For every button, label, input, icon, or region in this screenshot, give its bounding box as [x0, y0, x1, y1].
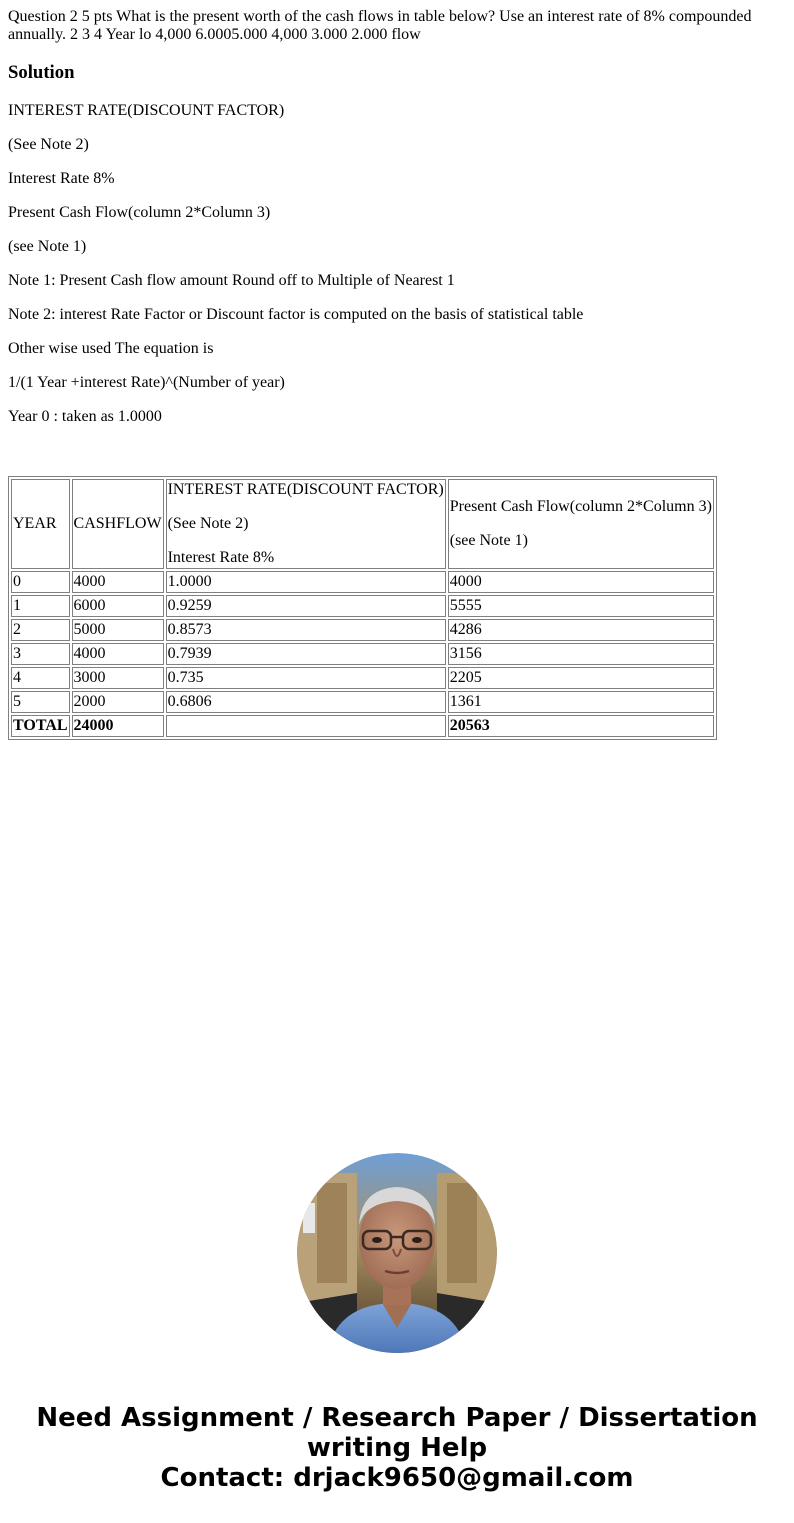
table-header-row: [11, 479, 714, 569]
cell-cashflow: 4000: [72, 643, 164, 665]
cell-factor: 0.735: [166, 667, 446, 689]
cell-year: 1: [11, 595, 70, 617]
table-row: [11, 619, 714, 641]
cell-cashflow: 5000: [72, 619, 164, 641]
present-worth-table: [8, 476, 717, 740]
table-row: [11, 691, 714, 713]
cell-factor: 0.9259: [166, 595, 446, 617]
cell-factor: 0.8573: [166, 619, 446, 641]
header-factor-line: Interest Rate 8%: [167, 549, 275, 566]
cell-year: 0: [11, 571, 70, 593]
cell-factor: 1.0000: [166, 571, 446, 593]
cell-cashflow: 3000: [72, 667, 164, 689]
cell-year: 2: [11, 619, 70, 641]
header-year: YEAR: [11, 479, 70, 569]
total-label: TOTAL: [11, 715, 70, 737]
promo-banner: [0, 1403, 794, 1493]
table-row: [11, 643, 714, 665]
solution-line: Interest Rate 8%: [8, 170, 115, 187]
header-discount-factor: [166, 479, 446, 569]
promo-line: Need Assignment / Research Paper / Dissertation: [36, 1403, 758, 1433]
solution-line: (see Note 1): [8, 238, 87, 255]
cell-year: 4: [11, 667, 70, 689]
cell-present-value: 4000: [448, 571, 714, 593]
header-factor-line: INTEREST RATE(DISCOUNT FACTOR): [167, 481, 444, 498]
cell-cashflow: 2000: [72, 691, 164, 713]
solution-heading: Solution: [8, 62, 75, 83]
header-present-line: (see Note 1): [449, 532, 528, 549]
total-present-value: 20563: [448, 715, 714, 737]
solution-line: (See Note 2): [8, 136, 89, 153]
avatar: [297, 1153, 497, 1353]
table-row: [11, 595, 714, 617]
note-2: Note 2: interest Rate Factor or Discount factor is computed on the basis of statistical table: [8, 306, 584, 323]
discount-equation: 1/(1 Year +interest Rate)^(Number of year): [8, 374, 285, 391]
cell-present-value: 2205: [448, 667, 714, 689]
note-1: Note 1: Present Cash flow amount Round off to Multiple of Nearest 1: [8, 272, 455, 289]
promo-contact: Contact: drjack9650@gmail.com: [160, 1463, 634, 1493]
header-present-cash-flow: [448, 479, 714, 569]
cell-cashflow: 4000: [72, 571, 164, 593]
cell-present-value: 4286: [448, 619, 714, 641]
header-factor-line: (See Note 2): [167, 515, 249, 532]
page-content: [0, 0, 794, 748]
spacer: [8, 442, 786, 476]
cell-year: 3: [11, 643, 70, 665]
question-text: Question 2 5 pts What is the present worth of the cash flows in table below? Use an interest rate of 8% compounded annually. 2 3 4 Year lo 4,000 6.0005.000 4,000 3.000 2.000 flow: [8, 8, 752, 43]
promo-line: writing Help: [306, 1433, 488, 1463]
solution-line: INTEREST RATE(DISCOUNT FACTOR): [8, 102, 285, 119]
avatar-portrait-image: [297, 1153, 497, 1353]
cell-cashflow: 6000: [72, 595, 164, 617]
solution-line: Other wise used The equation is: [8, 340, 214, 357]
total-cashflow: 24000: [72, 715, 164, 737]
table-total-row: [11, 715, 714, 737]
total-factor-empty: [166, 715, 446, 737]
header-present-line: Present Cash Flow(column 2*Column 3): [449, 498, 712, 515]
solution-line: Present Cash Flow(column 2*Column 3): [8, 204, 271, 221]
cell-present-value: 1361: [448, 691, 714, 713]
cell-factor: 0.7939: [166, 643, 446, 665]
cell-year: 5: [11, 691, 70, 713]
cell-present-value: 5555: [448, 595, 714, 617]
cell-present-value: 3156: [448, 643, 714, 665]
cell-factor: 0.6806: [166, 691, 446, 713]
solution-line: Year 0 : taken as 1.0000: [8, 408, 162, 425]
header-cashflow: CASHFLOW: [72, 479, 164, 569]
table-row: [11, 571, 714, 593]
table-row: [11, 667, 714, 689]
